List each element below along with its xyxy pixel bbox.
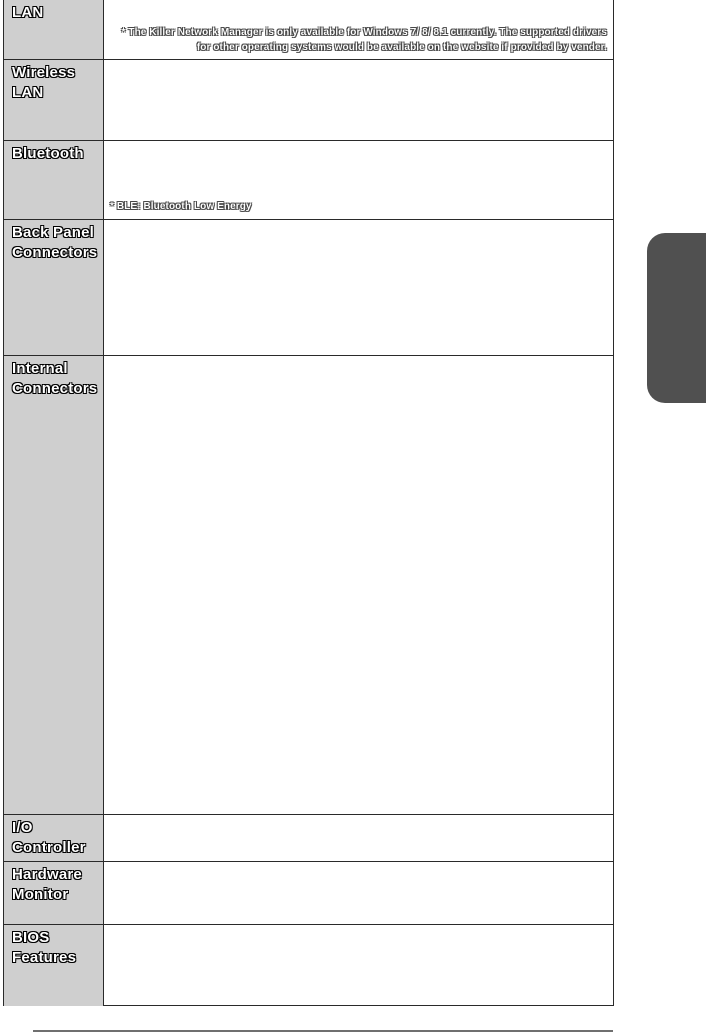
spec-label-line: Monitor [12, 886, 69, 903]
spec-row-internal-connectors [4, 356, 613, 815]
spec-value-back-panel-connectors [104, 220, 613, 355]
specifications-table [3, 0, 614, 1006]
spec-label-io-controller [4, 815, 104, 861]
spec-label-line: LAN [12, 4, 44, 21]
spec-label-line: Features [12, 949, 77, 966]
spec-label-line: Wireless [12, 64, 76, 81]
spec-row-io-controller [4, 815, 613, 862]
spec-label-line: I/O [12, 819, 33, 836]
spec-row-wireless-lan [4, 60, 613, 141]
spec-label-bios-features [4, 925, 104, 1006]
footer-divider [33, 1030, 613, 1032]
section-side-tab [647, 233, 706, 403]
spec-label-line: Hardware [12, 866, 82, 883]
spec-label-line: Connectors [12, 380, 98, 397]
spec-label-bluetooth [4, 141, 104, 219]
spec-row-back-panel-connectors [4, 220, 613, 356]
spec-label-line: Bluetooth [12, 145, 84, 162]
spec-row-hardware-monitor [4, 862, 613, 925]
spec-label-line: BIOS [12, 929, 50, 946]
spec-label-line: Connectors [12, 244, 98, 261]
spec-label-line: Back Panel [12, 224, 95, 241]
bluetooth-footnote: * BLE: Bluetooth Low Energy [110, 201, 252, 212]
spec-label-internal-connectors [4, 356, 104, 814]
spec-value-internal-connectors [104, 356, 613, 814]
spec-label-line: Internal [12, 360, 68, 377]
spec-row-bios-features [4, 925, 613, 1006]
spec-value-bios-features [104, 925, 613, 1006]
spec-value-bluetooth [104, 141, 613, 219]
spec-label-wireless-lan [4, 60, 104, 140]
spec-label-lan [4, 0, 104, 59]
spec-value-lan [104, 0, 613, 59]
spec-label-back-panel-connectors [4, 220, 104, 355]
spec-value-hardware-monitor [104, 862, 613, 924]
spec-value-io-controller [104, 815, 613, 861]
spec-label-hardware-monitor [4, 862, 104, 924]
spec-row-lan [4, 0, 613, 60]
spec-value-wireless-lan [104, 60, 613, 140]
lan-footnote: * The Killer Network Manager is only available for Windows 7/ 8/ 8.1 currently. The supported drivers for other operating systems would be available on the website if provided by vender. [121, 27, 607, 53]
spec-label-line: Controller [12, 839, 86, 856]
spec-label-line: LAN [12, 84, 44, 101]
spec-row-bluetooth [4, 141, 613, 220]
